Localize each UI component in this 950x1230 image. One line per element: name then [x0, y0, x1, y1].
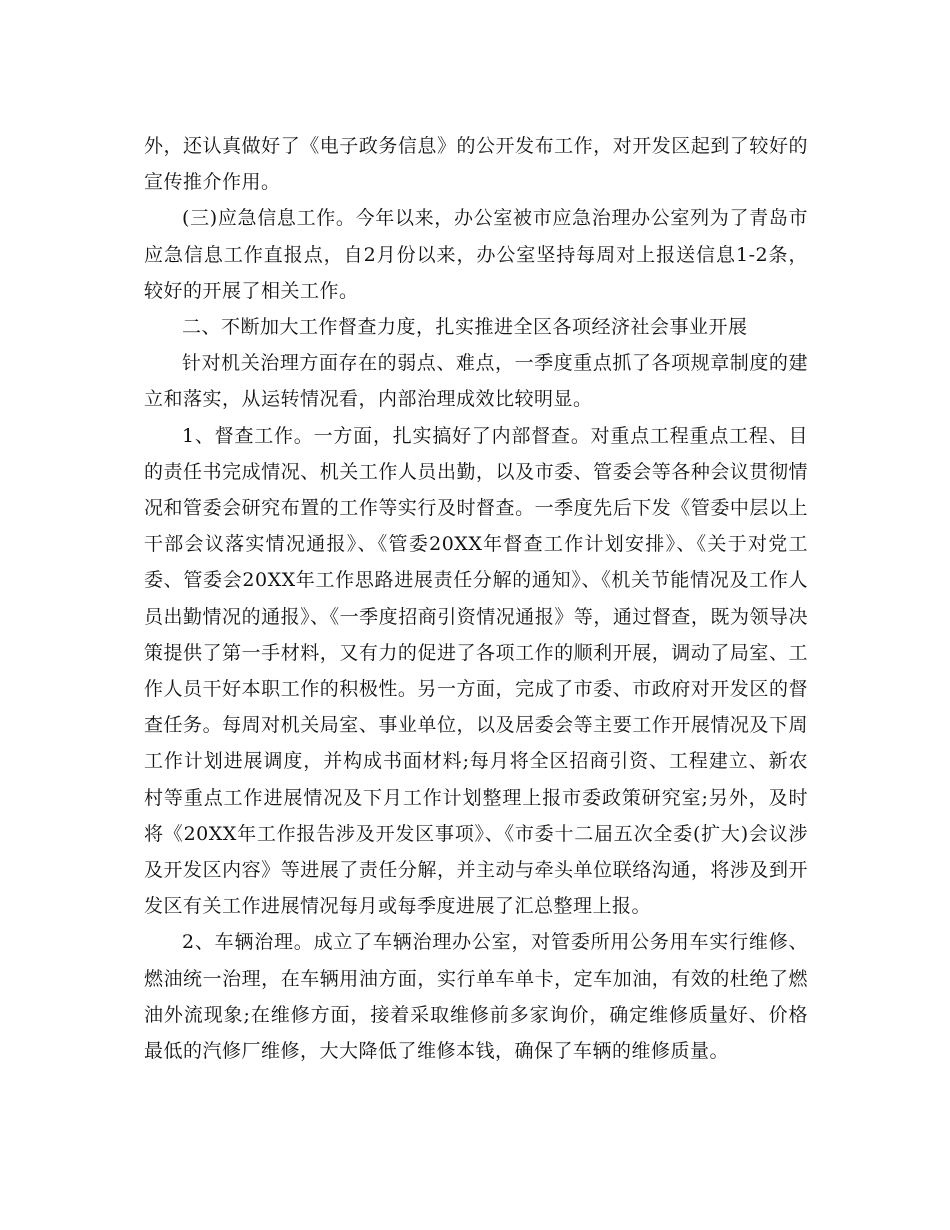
paragraph-continuation: 外，还认真做好了《电子政务信息》的公开发布工作，对开发区起到了较好的宣传推介作用。 — [144, 135, 808, 194]
paragraph-emergency-info: (三)应急信息工作。今年以来，办公室被市应急治理办公室列为了青岛市应急信息工作直报点，自2月份以来，办公室坚持每周对上报送信息1-2条，较好的开展了相关工作。 — [144, 207, 808, 302]
section-heading-supervision: 二、不断加大工作督查力度，扎实推进全区各项经济社会事业开展 — [182, 316, 748, 339]
paragraph-management-overview: 针对机关治理方面存在的弱点、难点，一季度重点抓了各项规章制度的建立和落实，从运转情况看，内部治理成效比较明显。 — [144, 352, 808, 411]
paragraph-supervision-work: 1、督查工作。一方面，扎实搞好了内部督查。对重点工程重点工程、目的责任书完成情况、机关工作人员出勤，以及市委、管委会等各种会议贯彻情况和管委会研究布置的工作等实行及时督查。一季度先后下发《管委中层以上干部会议落实情况通报》、《管委20XX年督查工作计划安排》、《关于对党工委、管委会20XX年工作思路进展责任分解的通知》、《机关节能情况及工作人员出勤情况的通报》、《一季度招商引资情况通报》等，通过督查，既为领导决策提供了第一手材料，又有力的促进了各项工作的顺利开展，调动了局室、工作人员干好本职工作的积极性。另一方面，完成了市委、市政府对开发区的督查任务。每周对机关局室、事业单位，以及居委会等主要工作开展情况及下周工作计划进展调度，并构成书面材料;每月将全区招商引资、工程建立、新农村等重点工作进展情况及下月工作计划整理上报市委政策研究室;另外，及时将《20XX年工作报告涉及开发区事项》、《市委十二届五次全委(扩大)会议涉及开发区内容》等进展了责任分解，并主动与牵头单位联络沟通，将涉及到开发区有关工作进展情况每月或每季度进展了汇总整理上报。 — [144, 424, 808, 918]
document-body — [144, 128, 808, 1069]
paragraph-vehicle-management: 2、车辆治理。成立了车辆治理办公室，对管委所用公务用车实行维修、燃油统一治理，在车辆用油方面，实行单车单卡，定车加油，有效的杜绝了燃油外流现象;在维修方面，接着采取维修前多家询价，确定维修质量好、价格最低的汽修厂维修，大大降低了维修本钱，确保了车辆的维修质量。 — [144, 931, 808, 1063]
